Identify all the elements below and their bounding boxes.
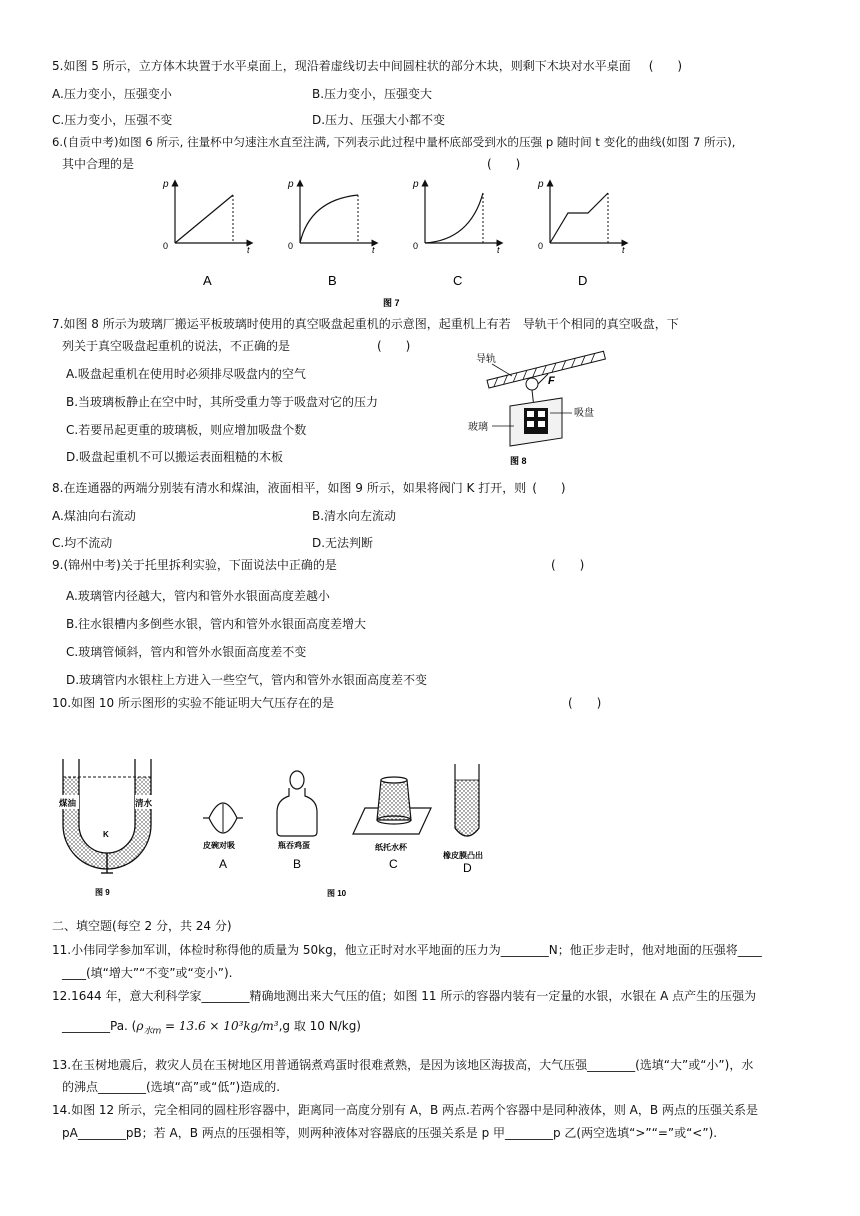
figure-10-c-text: 纸托水杯 (375, 843, 407, 852)
q5-option-a: A.压力变小，压强变小 (52, 87, 172, 101)
figure-10-c (353, 777, 431, 871)
q6-paren: ( ) (487, 157, 521, 171)
q13-line2: 的沸点________(选填“高”或“低”)造成的. (62, 1080, 281, 1094)
graph-b-axis-p: p (288, 179, 294, 190)
q8-option-a: A.煤油向右流动 (52, 509, 136, 523)
q8-option-c: C.均不流动 (52, 536, 113, 550)
q9-paren: ( ) (551, 558, 585, 572)
q6-stem-line2: 其中合理的是 (62, 157, 135, 171)
graph-c-axis-p: p (413, 179, 419, 190)
q8-option-d: D.无法判断 (312, 536, 374, 550)
q11-line2: ____(填“增大”“不变”或“变小”). (62, 966, 233, 980)
figure-10-a-letter: A (219, 857, 228, 871)
figure-10-b-letter: B (293, 857, 302, 871)
rho-subscript: 水m (143, 1026, 162, 1037)
figure-10-d (443, 764, 483, 875)
graph-d-axis-t: t (622, 245, 625, 255)
figure-10-b (277, 771, 317, 871)
q14-line2: pA________pB；若 A，B 两点的压强相等，则两种液体对容器底的压强关系是 p 甲________p 乙(两空选填“>”“=”或“<”). (62, 1126, 718, 1140)
figure-9-kerosene-label: 煤油 (59, 798, 77, 808)
q7-stem-line1: 7.如图 8 所示为玻璃厂搬运平板玻璃时使用的真空吸盘起重机的示意图，起重机上有若 导轨干个相同的真空吸盘，下 (52, 317, 679, 331)
q5-paren: ( ) (648, 59, 683, 73)
figure-10 (185, 760, 485, 900)
figure-8-glass-label: 玻璃 (468, 422, 488, 433)
figure-9 (55, 755, 167, 900)
graph-b-axis-t: t (372, 245, 375, 255)
figure-9-water-label: 清水 (135, 798, 153, 808)
graph-d-origin: 0 (538, 241, 544, 251)
q10-stem: 10.如图 10 所示图形的实验不能证明大气压存在的是 (52, 696, 334, 710)
q7-stem-line2: 列关于真空吸盘起重机的说法，不正确的是 (62, 339, 291, 353)
figure-8-caption: 图 8 (510, 456, 527, 466)
q9-option-a: A.玻璃管内径越大，管内和管外水银面高度差越小 (66, 589, 330, 603)
figure-7-caption: 图 7 (383, 298, 400, 308)
figure-8 (462, 346, 612, 471)
figure-10-a-text: 皮碗对吸 (203, 841, 235, 850)
q10-paren: ( ) (568, 696, 602, 710)
q7-paren: ( ) (377, 339, 411, 353)
q5-option-d: D.压力、压强大小都不变 (312, 113, 446, 127)
q9-option-b: B.往水银槽内多倒些水银，管内和管外水银面高度差增大 (66, 617, 367, 631)
figure-9-valve-label: K (103, 830, 109, 839)
figure-8-cup-label: 吸盘 (574, 408, 594, 419)
figure-8-rail-label: 导轨 (476, 354, 496, 365)
q7-option-d: D.吸盘起重机不可以搬运表面粗糙的木板 (66, 450, 284, 464)
rho-symbol: ρ (136, 1019, 144, 1033)
q12-line1: 12.1644 年，意大利科学家________精确地测出来大气压的值；如图 11 所示的容器内装有一定量的水银，水银在 A 点产生的压强为 (52, 989, 757, 1003)
q9-stem: 9.(锦州中考)关于托里拆利实验，下面说法中正确的是 (52, 558, 337, 572)
figure-7 (155, 175, 635, 310)
q5-option-b: B.压力变小，压强变大 (312, 87, 433, 101)
graph-a-origin: 0 (163, 241, 169, 251)
graph-d-label: D (578, 273, 588, 288)
graph-d-axis-p: p (538, 179, 544, 190)
section-2-title: 二、填空题(每空 2 分，共 24 分) (52, 919, 232, 933)
q13-line1: 13.在玉树地震后，救灾人员在玉树地区用普通锅煮鸡蛋时很难煮熟，是因为该地区海拔高，大气压强________(选填“大”或“小”)，水 (52, 1058, 754, 1072)
graph-a-label: A (203, 273, 212, 288)
q11-line1: 11.小伟同学参加军训，体检时称得他的质量为 50kg，他立正时对水平地面的压力为________N；他正步走时，他对地面的压强将____ (52, 943, 762, 957)
q8-option-b: B.清水向左流动 (312, 509, 397, 523)
graph-a-axis-t: t (247, 245, 250, 255)
q7-option-b: B.当玻璃板静止在空中时，其所受重力等于吸盘对它的压力 (66, 395, 379, 409)
figure-8-force-label: F (548, 375, 555, 387)
figure-10-b-text: 瓶吞鸡蛋 (278, 841, 310, 850)
graph-d (537, 179, 625, 288)
q7-option-a: A.吸盘起重机在使用时必须排尽吸盘内的空气 (66, 367, 306, 381)
figure-10-a (203, 803, 243, 871)
graph-c-origin: 0 (413, 241, 419, 251)
figure-10-caption: 图 10 (327, 889, 347, 898)
figure-9-caption: 图 9 (95, 888, 110, 897)
figure-10-c-letter: C (389, 857, 398, 871)
rho-formula: = 13.6 × 10³kg/m³ (161, 1019, 279, 1033)
graph-c-label: C (453, 273, 463, 288)
q14-line1: 14.如图 12 所示，完全相同的圆柱形容器中，距离同一高度分别有 A，B 两点.若两个容器中是同种液体，则 A，B 两点的压强关系是 (52, 1103, 758, 1117)
graph-b-label: B (328, 273, 337, 288)
graph-b-origin: 0 (288, 241, 294, 251)
q9-option-d: D.玻璃管内水银柱上方进入一些空气，管内和管外水银面高度差不变 (66, 673, 428, 687)
graph-c-axis-t: t (497, 245, 500, 255)
figure-10-d-letter: D (463, 861, 472, 875)
q8-stem: 8.在连通器的两端分别装有清水和煤油，液面相平，如图 9 所示，如果将阀门 K 打开，则 ( ) (52, 481, 566, 495)
graph-a (162, 179, 250, 288)
q12-line2: ________Pa. ($\rho_{水m} = 13.6 \times 10^3kg/m^3,g$ 取 10 N/kg) (62, 1019, 361, 1037)
graph-b (287, 179, 375, 288)
q7-option-c: C.若要吊起更重的玻璃板，则应增加吸盘个数 (66, 423, 307, 437)
q6-stem-line1: 6.(自贡中考)如图 6 所示, 往量杯中匀速注水直至注满, 下列表示此过程中量杯底部受到水的压强 p 随时间 t 变化的曲线(如图 7 所示), (52, 135, 736, 149)
graph-a-axis-p: p (163, 179, 169, 190)
q5-stem: 5.如图 5 所示，立方体木块置于水平桌面上，现沿着虚线切去中间圆柱状的部分木块，则剩下木块对水平桌面 ( ) (52, 59, 683, 73)
figure-10-d-text: 橡皮膜凸出 (443, 851, 483, 860)
graph-c (412, 179, 500, 288)
q9-option-c: C.玻璃管倾斜，管内和管外水银面高度差不变 (66, 645, 307, 659)
q5-option-c: C.压力变小，压强不变 (52, 113, 173, 127)
